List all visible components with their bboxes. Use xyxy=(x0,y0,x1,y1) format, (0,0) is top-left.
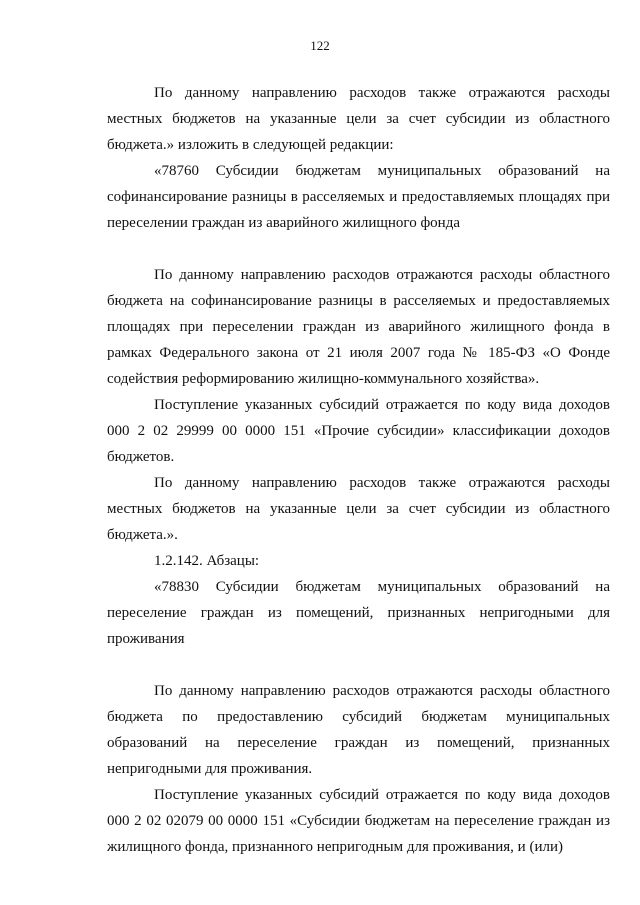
paragraph-9: Поступление указанных субсидий отражается по коду вида доходов 000 2 02 02079 00 0000 151 «Субсидии бюджетам на переселение граждан из жилищного фонда, признанного непригодным для проживания, и (или) xyxy=(107,787,610,855)
document-body xyxy=(107,80,610,860)
paragraph-3: По данному направлению расходов отражаются расходы областного бюджета на софинансирование разницы в расселяемых и предоставляемых площадях при переселении граждан из аварийного жилищного фонда в рамках Федерального закона от 21 июля 2007 года № 185-ФЗ «О Фонде содействия реформированию жилищно-коммунального хозяйства». xyxy=(107,267,610,387)
page-number: 122 xyxy=(310,38,330,53)
paragraph-6: 1.2.142. Абзацы: xyxy=(154,553,260,569)
paragraph-8: По данному направлению расходов отражаются расходы областного бюджета по предоставлению субсидий бюджетам муниципальных образований на переселение граждан из помещений, признанных непригодными для проживания. xyxy=(107,683,610,777)
paragraph-7: «78830 Субсидии бюджетам муниципальных образований на переселение граждан из помещений, признанных непригодными для проживания xyxy=(107,579,610,647)
paragraph-1: По данному направлению расходов также отражаются расходы местных бюджетов на указанные цели за счет субсидии из областного бюджета.» изложить в следующей редакции: xyxy=(107,85,610,153)
paragraph-4: Поступление указанных субсидий отражается по коду вида доходов 000 2 02 29999 00 0000 151 «Прочие субсидии» классификации доходов бюджетов. xyxy=(107,397,610,465)
paragraph-5: По данному направлению расходов также отражаются расходы местных бюджетов на указанные цели за счет субсидии из областного бюджета.». xyxy=(107,475,610,543)
paragraph-2: «78760 Субсидии бюджетам муниципальных образований на софинансирование разницы в расселяемых и предоставляемых площадях при переселении граждан из аварийного жилищного фонда xyxy=(107,163,610,231)
